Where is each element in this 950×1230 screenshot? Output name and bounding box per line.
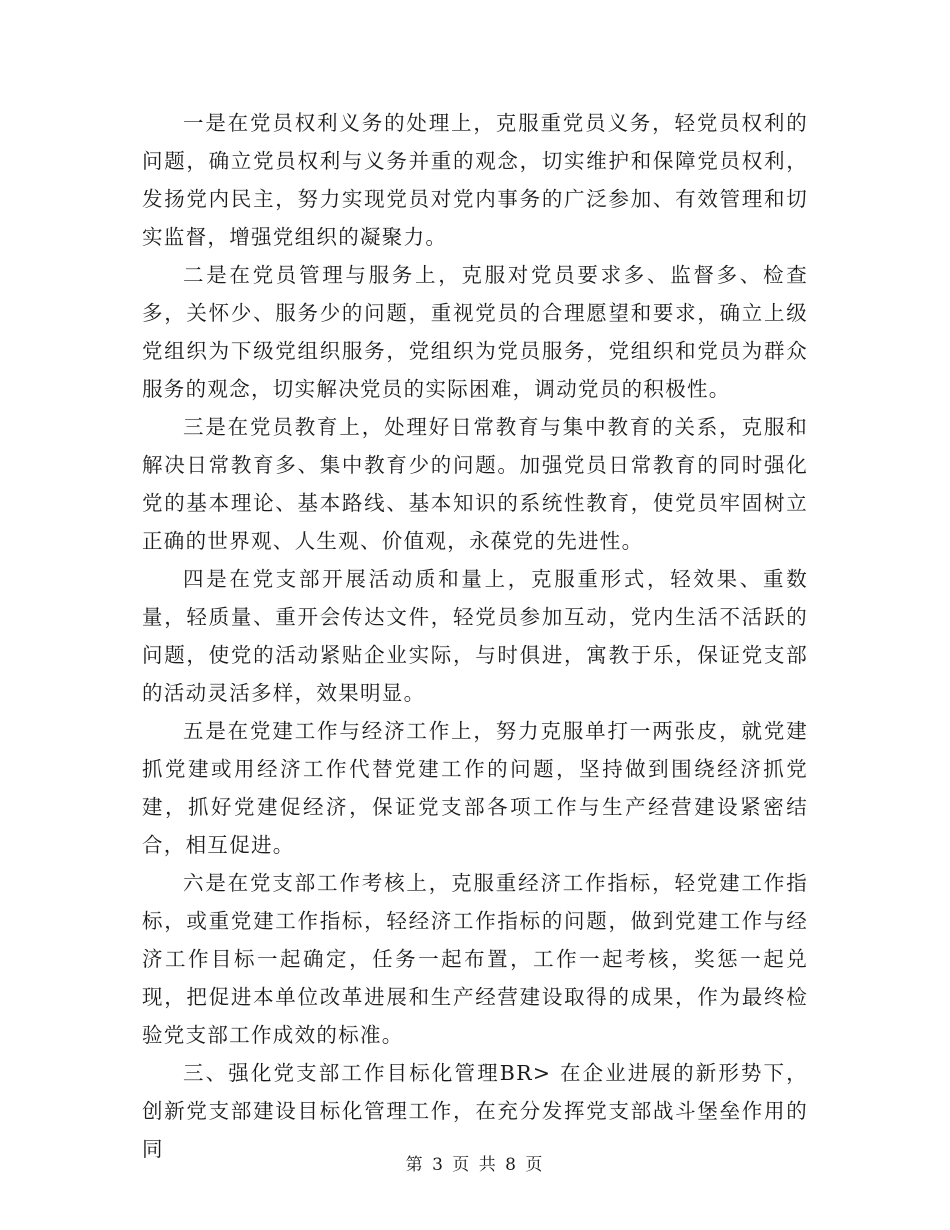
- paragraph-3: 三是在党员教育上，处理好日常教育与集中教育的关系，克服和解决日常教育多、集中教育少的问题。加强党员日常教育的同时强化党的基本理论、基本路线、基本知识的系统性教育，使党员牢固树立正确的世界观、人生观、价值观，永葆党的先进性。: [142, 415, 808, 553]
- document-body: [142, 104, 808, 1168]
- paragraph-2: 二是在党员管理与服务上，克服对党员要求多、监督多、检查多，关怀少、服务少的问题，重视党员的合理愿望和要求，确立上级党组织为下级党组织服务，党组织为党员服务，党组织和党员为群众服务的观念，切实解决党员的实际困难，调动党员的积极性。: [142, 263, 808, 401]
- paragraph-5: 五是在党建工作与经济工作上，努力克服单打一两张皮，就党建抓党建或用经济工作代替党建工作的问题，坚持做到围绕经济抓党建，抓好党建促经济，保证党支部各项工作与生产经营建设紧密结合，相互促进。: [142, 719, 808, 857]
- paragraph-6: 六是在党支部工作考核上，克服重经济工作指标，轻党建工作指标，或重党建工作指标，轻经济工作指标的问题，做到党建工作与经济工作目标一起确定，任务一起布置，工作一起考核，奖惩一起兑现，把促进本单位改革进展和生产经营建设取得的成果，作为最终检验党支部工作成效的标准。: [142, 871, 808, 1047]
- paragraph-7: 三、强化党支部工作目标化管理BR> 在企业进展的新形势下，创新党支部建设目标化管理工作，在充分发挥党支部战斗堡垒作用的同: [142, 1061, 808, 1161]
- paragraph-4: 四是在党支部开展活动质和量上，克服重形式，轻效果、重数量，轻质量、重开会传达文件，轻党员参加互动，党内生活不活跃的问题，使党的活动紧贴企业实际，与时俱进，寓教于乐，保证党支部的活动灵活多样，效果明显。: [142, 567, 808, 705]
- page-number-footer: 第 3 页 共 8 页: [405, 1155, 545, 1175]
- paragraph-1: 一是在党员权利义务的处理上，克服重党员义务，轻党员权利的问题，确立党员权利与义务并重的观念，切实维护和保障党员权利，发扬党内民主，努力实现党员对党内事务的广泛参加、有效管理和切实监督，增强党组织的凝聚力。: [142, 111, 808, 249]
